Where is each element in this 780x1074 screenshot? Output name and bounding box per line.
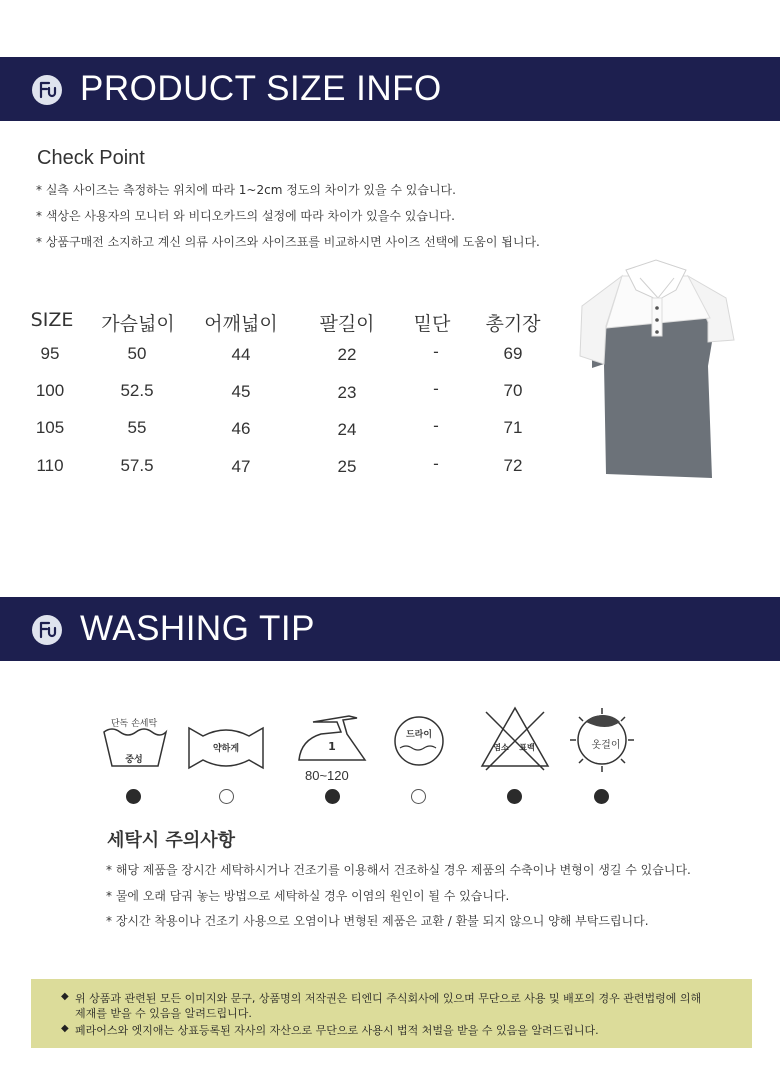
check-note: * 실측 사이즈는 측정하는 위치에 따라 1~2cm 정도의 차이가 있을 수 있습니다. xyxy=(36,183,456,197)
table-cell: 110 xyxy=(36,456,64,475)
no-bleach-label-right: 표백 xyxy=(519,743,535,752)
no-bleach-selected-dot xyxy=(507,789,522,804)
table-cell: 25 xyxy=(337,457,357,476)
table-cell: 105 xyxy=(35,418,65,437)
hang-dry-inner-label: 옷걸이 xyxy=(591,740,621,751)
table-cell: 24 xyxy=(337,420,357,439)
polo-shirt-image xyxy=(576,256,736,482)
size-info-title: PRODUCT SIZE INFO xyxy=(80,69,442,108)
table-cell: 72 xyxy=(503,456,523,475)
table-header: 어깨넓이 xyxy=(204,313,278,335)
check-note: * 상품구매전 소지하고 계신 의류 사이즈와 사이즈표를 비교하시면 사이즈 선택에 도움이 됩니다. xyxy=(36,235,540,249)
table-header: 팔길이 xyxy=(319,313,375,335)
no-bleach-label-left: 염소 xyxy=(493,743,509,752)
table-cell: - xyxy=(433,342,439,361)
table-cell: - xyxy=(433,454,439,473)
dry-clean-inner-label: 드라이 xyxy=(405,730,433,740)
washing-caution-title: 세탁시 주의사항 xyxy=(107,830,235,851)
iron-inner-label: 1 xyxy=(328,740,336,753)
hang-dry-icon xyxy=(566,702,644,780)
washing-tip-title: WASHING TIP xyxy=(80,609,315,648)
copyright-line: 위 상품과 관련된 모든 이미지와 문구, 상품명의 저작권은 티엔디 주식회사에 있으며 무단으로 사용 및 배포의 경우 관련법령에 의해 xyxy=(75,992,702,1005)
table-header: 밑단 xyxy=(413,313,451,335)
hand-wash-icon xyxy=(96,702,174,780)
brand-logo-icon xyxy=(32,615,62,645)
size-info-banner xyxy=(0,57,780,121)
size-table xyxy=(30,309,560,489)
table-cell: 55 xyxy=(127,418,147,437)
table-cell: 100 xyxy=(35,381,65,400)
table-cell: - xyxy=(433,416,439,435)
table-cell: 95 xyxy=(40,344,60,363)
table-cell: 22 xyxy=(337,345,357,364)
copyright-notice xyxy=(31,979,752,1048)
iron-selected-dot xyxy=(325,789,340,804)
table-header: 가슴넓이 xyxy=(101,313,175,335)
hand-wash-inner-label: 중성 xyxy=(125,755,143,765)
washing-note: * 물에 오래 담궈 놓는 방법으로 세탁하실 경우 이염의 원인이 될 수 있습니다. xyxy=(106,889,510,903)
table-cell: 47 xyxy=(231,457,251,476)
washing-tip-banner xyxy=(0,597,780,661)
wring-inner-label: 약하게 xyxy=(212,744,240,754)
hang-dry-selected-dot xyxy=(594,789,609,804)
no-bleach-icon xyxy=(476,702,554,780)
table-header: 총기장 xyxy=(485,313,541,335)
hand-wash-selected-dot xyxy=(126,789,141,804)
wring-unselected-dot xyxy=(219,789,234,804)
table-cell: - xyxy=(433,379,439,398)
iron-temp-label: 80~120 xyxy=(305,768,349,783)
table-cell: 70 xyxy=(503,381,523,400)
table-cell: 44 xyxy=(231,345,251,364)
washing-note: * 장시간 착용이나 건조기 사용으로 오염이나 변형된 제품은 교환 / 환불 되지 않으니 양해 부탁드립니다. xyxy=(106,914,649,928)
hand-wash-top-label: 단독 손세탁 xyxy=(110,719,158,729)
washing-note: * 해당 제품을 장시간 세탁하시거나 건조기를 이용해서 건조하실 경우 제품의 수축이나 변형이 생길 수 있습니다. xyxy=(106,863,691,877)
table-cell: 46 xyxy=(231,419,251,438)
table-cell: 69 xyxy=(503,344,523,363)
table-header: SIZE xyxy=(30,309,74,331)
bullet-diamond-icon: ◆ xyxy=(61,991,69,1002)
brand-logo-icon xyxy=(32,75,62,105)
table-cell: 57.5 xyxy=(120,456,154,475)
table-cell: 50 xyxy=(127,344,147,363)
bullet-diamond-icon: ◆ xyxy=(61,1023,69,1034)
table-cell: 52.5 xyxy=(120,381,154,400)
table-cell: 23 xyxy=(337,383,357,402)
check-point-title: Check Point xyxy=(37,147,145,169)
dry-clean-unselected-dot xyxy=(411,789,426,804)
copyright-line-cont: 제재를 받을 수 있음을 알려드립니다. xyxy=(75,1007,252,1020)
table-cell: 45 xyxy=(231,382,251,401)
check-note: * 색상은 사용자의 모니터 와 비디오카드의 설정에 따라 차이가 있을수 있습니다. xyxy=(36,209,455,223)
dry-clean-icon xyxy=(392,702,470,780)
wring-icon xyxy=(187,702,265,780)
trademark-line: 페라어스와 엣지애는 상표등록된 자사의 자산으로 무단으로 사용시 법적 처벌을 받을 수 있음을 알려드립니다. xyxy=(75,1024,599,1037)
table-cell: 71 xyxy=(503,418,523,437)
